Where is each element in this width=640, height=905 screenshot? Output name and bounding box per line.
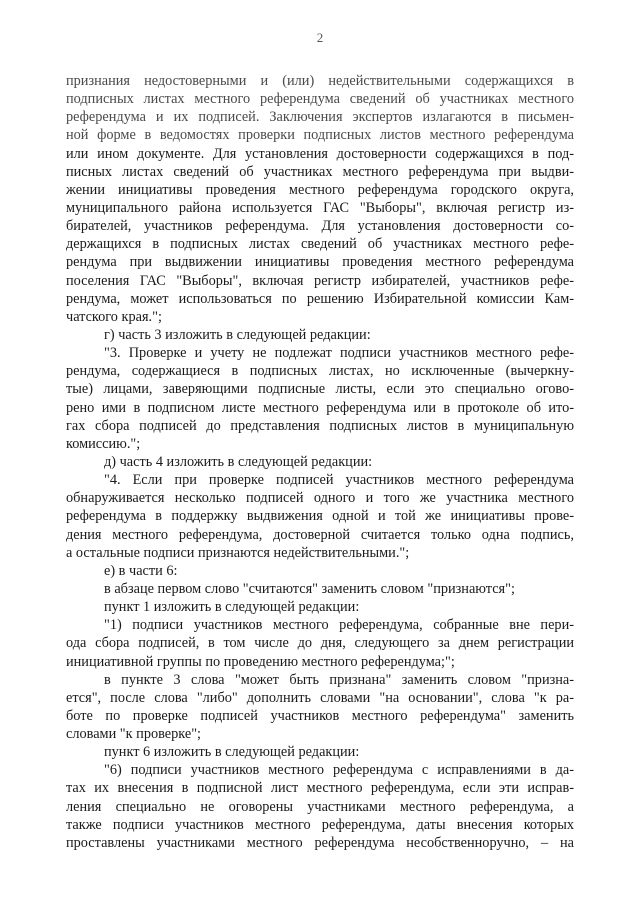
text-line: ной форме в ведомостях проверки подписных листов местного референдума <box>66 127 574 144</box>
text-line: чатского края."; <box>66 308 162 325</box>
text-line: пункт 1 изложить в следующей редакции: <box>104 599 360 616</box>
text-line: "3. Проверке и учету не подлежат подписи участников местного рефе- <box>104 345 574 362</box>
text-line: рендума, содержащиеся в подписных листах, но исключенные (вычеркну- <box>66 363 574 380</box>
text-line: тах их внесения в подписной лист местного референдума, если эти исправ- <box>66 780 574 797</box>
text-line: писных листах сведений об участниках местного референдума при выдви- <box>66 163 574 180</box>
text-line: держащихся в подписных листах сведений об участниках местного рефе- <box>66 236 574 253</box>
page-number: 2 <box>316 30 324 45</box>
text-line: ется", после слова "либо" дополнить словами "на основании", слова "к ра- <box>66 689 574 706</box>
text-line: гах сбора подписей до представления подписных листов в муниципальную <box>66 417 574 434</box>
text-line: "6) подписи участников местного референдума с исправлениями в да- <box>104 762 574 779</box>
document-body <box>66 72 574 852</box>
text-line: е) в части 6: <box>104 562 178 579</box>
text-line: ода сбора подписей, в том числе до дня, следующего за днем регистрации <box>66 635 574 652</box>
text-line: ления специально не оговорены участниками местного референдума, а <box>66 798 574 815</box>
text-line: рено ими в подписном листе местного референдума или в протоколе об ито- <box>66 399 574 416</box>
text-line: или ином документе. Для установления достоверности содержащихся в под- <box>66 145 574 162</box>
text-line: бирателей, участников референдума. Для установления достоверности со- <box>66 218 574 235</box>
text-line: а остальные подписи признаются недействительными."; <box>66 544 410 561</box>
text-line: рендума, может использоваться по решению Избирательной комиссии Кам- <box>66 290 574 307</box>
text-line: боте по проверке подписей участников местного референдума" заменить <box>66 707 574 724</box>
text-line: комиссию."; <box>66 435 141 452</box>
text-line: проставлены участниками местного референдума несобственноручно, – на <box>66 834 574 851</box>
text-line: "1) подписи участников местного референдума, собранные вне пери- <box>104 617 574 634</box>
text-line: словами "к проверке"; <box>66 726 202 743</box>
text-line: признания недостоверными и (или) недействительными содержащихся в <box>66 73 574 89</box>
text-line: в абзаце первом слово "считаются" заменить словом "признаются"; <box>104 580 515 597</box>
text-line: жении инициативы проведения местного референдума городского округа, <box>66 181 574 198</box>
text-line: поселения ГАС "Выборы", включая регистр избирателей, участников рефе- <box>66 272 574 289</box>
text-line: инициативной группы по проведению местного референдума;"; <box>66 653 455 670</box>
text-line: пункт 6 изложить в следующей редакции: <box>104 744 360 761</box>
text-line: референдума и их подписей. Заключения экспертов излагаются в письмен- <box>66 109 574 126</box>
text-line: обнаруживается несколько подписей одного и того же участника местного <box>66 490 574 507</box>
text-line: "4. Если при проверке подписей участников местного референдума <box>104 472 574 489</box>
text-line: в пункте 3 слова "может быть признана" заменить словом "призна- <box>104 671 574 688</box>
text-line: также подписи участников местного референдума, даты внесения которых <box>66 816 574 833</box>
text-line: муниципального района используется ГАС "Выборы", включая регистр из- <box>66 199 574 216</box>
text-line: д) часть 4 изложить в следующей редакции: <box>104 453 373 470</box>
text-line: тые) лицами, заверяющими подписные листы, если это специально огово- <box>66 381 574 398</box>
text-line: рендума при выдвижении инициативы проведения местного референдума <box>66 254 574 271</box>
text-line: подписных листах местного референдума сведений об участниках местного <box>66 91 574 108</box>
text-line: г) часть 3 изложить в следующей редакции: <box>104 326 371 343</box>
text-line: референдума в поддержку выдвижения одной и той же инициативы прове- <box>66 508 574 525</box>
text-line: дения местного референдума, достоверной считается только одна подпись, <box>66 526 574 543</box>
